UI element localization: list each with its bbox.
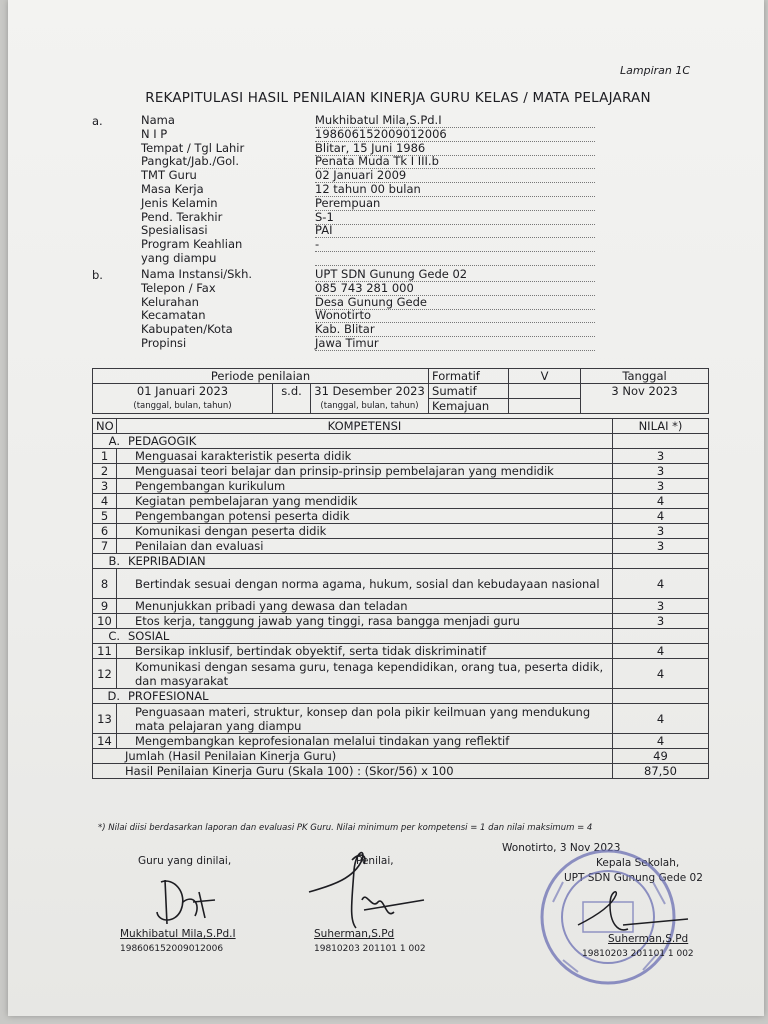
group-row	[93, 689, 709, 704]
field-value: S-1	[315, 211, 595, 225]
field-value: Blitar, 15 Juni 1986	[315, 142, 595, 156]
hasil-value: 87,50	[613, 764, 709, 779]
type-sumatif-mark	[509, 384, 581, 399]
group-nilai-empty	[613, 554, 709, 569]
group-nilai-empty	[613, 689, 709, 704]
document-page	[8, 0, 764, 1016]
item-nilai: 4	[613, 644, 709, 659]
type-sumatif: Sumatif	[429, 384, 509, 399]
item-nilai: 3	[613, 524, 709, 539]
field-value: 198606152009012006	[315, 128, 595, 142]
item-no: 11	[93, 644, 117, 659]
type-kemajuan: Kemajuan	[429, 399, 509, 414]
field-label: Kecamatan	[141, 308, 206, 323]
group-name: PROFESIONAL	[128, 689, 209, 703]
kepala-title: Kepala Sekolah,	[596, 857, 680, 869]
field-value: UPT SDN Gunung Gede 02	[315, 268, 595, 282]
item-kompetensi: Bersikap inklusif, bertindak obyektif, serta tidak diskriminatif	[117, 644, 613, 659]
table-row	[93, 509, 709, 524]
competency-table	[92, 418, 709, 779]
col-no-header: NO	[93, 419, 117, 434]
item-no: 7	[93, 539, 117, 554]
item-kompetensi: Pengembangan kurikulum	[117, 479, 613, 494]
group-row	[93, 629, 709, 644]
item-nilai: 4	[613, 494, 709, 509]
item-no: 1	[93, 449, 117, 464]
table-header-row	[93, 419, 709, 434]
field-label: Telepon / Fax	[141, 280, 216, 295]
group-nilai-empty	[613, 629, 709, 644]
type-formatif-mark: V	[509, 369, 581, 384]
table-row	[93, 449, 709, 464]
guru-title: Guru yang dinilai,	[138, 855, 232, 867]
item-no: 2	[93, 464, 117, 479]
period-start-hint: (tanggal, bulan, tahun)	[93, 399, 273, 414]
field-label: TMT Guru	[141, 168, 197, 183]
table-row	[93, 614, 709, 629]
field-value: Perempuan	[315, 197, 595, 211]
section-a-letter: a.	[92, 114, 103, 128]
field-label: yang diampu	[141, 251, 217, 265]
field-label: Kabupaten/Kota	[141, 322, 233, 337]
jumlah-row	[93, 749, 709, 764]
group-code: C.	[108, 629, 120, 643]
field-label: Nama	[141, 113, 175, 127]
item-kompetensi: Menguasai teori belajar dan prinsip-prinsip pembelajaran yang mendidik	[117, 464, 613, 479]
period-end: 31 Desember 2023	[311, 384, 429, 399]
item-no: 6	[93, 524, 117, 539]
field-label: Kelurahan	[141, 294, 199, 309]
period-sd: s.d.	[273, 384, 311, 414]
group-name: KEPRIBADIAN	[128, 554, 206, 568]
field-label: Pend. Terakhir	[141, 209, 223, 224]
item-kompetensi: Penguasaan materi, struktur, konsep dan pola pikir keilmuan yang mendukung mata pelajaran yang diampu	[117, 704, 613, 734]
type-formatif: Formatif	[429, 369, 509, 384]
group-code: D.	[107, 689, 120, 703]
item-nilai: 3	[613, 539, 709, 554]
item-nilai: 4	[613, 704, 709, 734]
item-no: 9	[93, 599, 117, 614]
group-title	[93, 554, 613, 569]
table-row	[93, 479, 709, 494]
field-value: -	[315, 238, 595, 252]
item-nilai: 3	[613, 449, 709, 464]
item-nilai: 3	[613, 464, 709, 479]
item-no: 4	[93, 494, 117, 509]
document-title: REKAPITULASI HASIL PENILAIAN KINERJA GURU KELAS / MATA PELAJARAN	[145, 90, 651, 106]
group-title	[93, 434, 613, 449]
item-nilai: 3	[613, 599, 709, 614]
item-kompetensi: Komunikasi dengan peserta didik	[117, 524, 613, 539]
table-row	[93, 659, 709, 689]
jumlah-label: Jumlah (Hasil Penilaian Kinerja Guru)	[93, 749, 613, 764]
item-nilai: 4	[613, 509, 709, 524]
item-no: 14	[93, 734, 117, 749]
group-title	[93, 629, 613, 644]
tanggal-value: 3 Nov 2023	[581, 384, 709, 414]
table-row	[93, 644, 709, 659]
kepala-school: UPT SDN Gunung Gede 02	[564, 872, 703, 884]
guru-name: Mukhibatul Mila,S.Pd.I	[120, 928, 236, 940]
period-start: 01 Januari 2023	[93, 384, 273, 399]
period-table	[92, 368, 709, 414]
field-value: Desa Gunung Gede	[315, 296, 595, 310]
item-kompetensi: Penilaian dan evaluasi	[117, 539, 613, 554]
table-row	[93, 539, 709, 554]
table-row	[93, 494, 709, 509]
table-row	[93, 734, 709, 749]
item-kompetensi: Pengembangan potensi peserta didik	[117, 509, 613, 524]
field-value: Jawa Timur	[315, 337, 595, 351]
field-label: Jenis Kelamin	[141, 195, 218, 210]
period-label: Periode penilaian	[93, 369, 429, 384]
item-kompetensi: Mengembangkan keprofesionalan melalui tindakan yang reflektif	[117, 734, 613, 749]
place-date: Wonotirto, 3 Nov 2023	[502, 842, 621, 854]
guru-nip: 198606152009012006	[120, 944, 224, 954]
field-value: Mukhibatul Mila,S.Pd.I	[315, 114, 595, 128]
field-value: 12 tahun 00 bulan	[315, 183, 595, 197]
period-end-hint: (tanggal, bulan, tahun)	[311, 399, 429, 414]
lampiran-label: Lampiran 1C	[620, 64, 691, 77]
field-label: Spesialisasi	[141, 223, 208, 238]
item-kompetensi: Etos kerja, tanggung jawab yang tinggi, rasa bangga menjadi guru	[117, 614, 613, 629]
field-label: Pangkat/Jab./Gol.	[141, 154, 240, 169]
field-value: Kab. Blitar	[315, 323, 595, 337]
item-kompetensi: Menguasai karakteristik peserta didik	[117, 449, 613, 464]
kepala-nip: 19810203 201101 1 002	[582, 949, 694, 959]
section-b-letter: b.	[92, 268, 103, 282]
field-label: Masa Kerja	[141, 182, 204, 196]
item-nilai: 4	[613, 734, 709, 749]
col-kompetensi-header: KOMPETENSI	[117, 419, 613, 434]
group-code: A.	[108, 434, 120, 448]
table-row	[93, 569, 709, 599]
group-name: PEDAGOGIK	[128, 434, 197, 448]
item-no: 5	[93, 509, 117, 524]
item-kompetensi: Kegiatan pembelajaran yang mendidik	[117, 494, 613, 509]
field-label: Program Keahlian	[141, 237, 243, 252]
group-nilai-empty	[613, 434, 709, 449]
item-kompetensi: Komunikasi dengan sesama guru, tenaga kependidikan, orang tua, peserta didik, dan masyarakat	[117, 659, 613, 689]
penilai-nip: 19810203 201101 1 002	[314, 944, 426, 954]
field-label: Tempat / Tgl Lahir	[141, 140, 245, 155]
item-no: 12	[93, 659, 117, 689]
item-nilai: 3	[613, 614, 709, 629]
jumlah-value: 49	[613, 749, 709, 764]
item-kompetensi: Bertindak sesuai dengan norma agama, hukum, sosial dan kebudayaan nasional	[117, 569, 613, 599]
item-no: 8	[93, 569, 117, 599]
item-no: 13	[93, 704, 117, 734]
item-no: 10	[93, 614, 117, 629]
hasil-row	[93, 764, 709, 779]
group-code: B.	[108, 554, 120, 568]
field-value: Wonotirto	[315, 309, 595, 323]
kepala-name: Suherman,S.Pd	[608, 933, 689, 945]
group-row	[93, 434, 709, 449]
penilai-title: Penilai,	[356, 855, 394, 867]
table-row	[93, 524, 709, 539]
guru-signature	[143, 872, 223, 932]
table-row	[93, 599, 709, 614]
penilai-signature	[304, 840, 434, 935]
footnote: *) Nilai diisi berdasarkan laporan dan evaluasi PK Guru. Nilai minimum per kompetensi = 1 dan nilai maksimum = 4	[98, 823, 593, 833]
item-no: 3	[93, 479, 117, 494]
hasil-label: Hasil Penilaian Kinerja Guru (Skala 100) : (Skor/56) x 100	[93, 764, 613, 779]
group-row	[93, 554, 709, 569]
group-name: SOSIAL	[128, 629, 170, 643]
item-kompetensi: Menunjukkan pribadi yang dewasa dan teladan	[117, 599, 613, 614]
table-row	[93, 704, 709, 734]
field-value: PAI	[315, 224, 595, 238]
field-label: N I P	[141, 126, 168, 141]
item-nilai: 3	[613, 479, 709, 494]
field-label: Propinsi	[141, 336, 187, 350]
field-value: Penata Muda Tk I III.b	[315, 155, 595, 169]
table-row	[93, 464, 709, 479]
item-nilai: 4	[613, 659, 709, 689]
item-nilai: 4	[613, 569, 709, 599]
type-kemajuan-mark	[509, 399, 581, 414]
field-value	[315, 252, 595, 266]
tanggal-label: Tanggal	[581, 369, 709, 384]
col-nilai-header: NILAI *)	[613, 419, 709, 434]
group-title	[93, 689, 613, 704]
field-value: 085 743 281 000	[315, 282, 595, 296]
field-label: Nama Instansi/Skh.	[141, 267, 253, 281]
field-value: 02 Januari 2009	[315, 169, 595, 183]
penilai-name: Suherman,S.Pd	[314, 928, 395, 940]
